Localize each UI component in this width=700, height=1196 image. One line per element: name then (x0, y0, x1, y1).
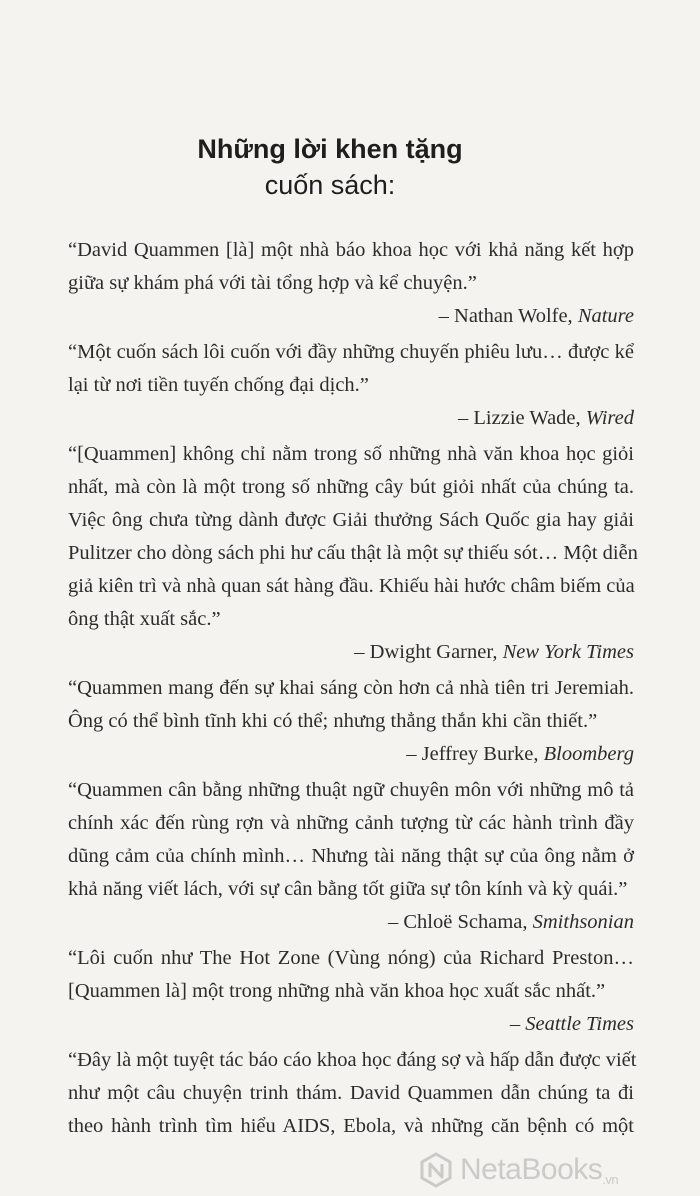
praise-quote (68, 1044, 637, 1143)
quote-line: “[Quammen] không chỉ nằm trong số những nhà văn khoa học giỏi (68, 443, 634, 465)
praise-list (68, 234, 638, 1143)
quote-line: giữa sự khám phá với tài tổng hợp và kể chuyện.” (68, 272, 477, 294)
quote-line: khả năng viết lách, với sự cân bằng tốt giữa sự tôn kính và kỳ quái.” (68, 878, 628, 900)
attribution-source: New York Times (502, 641, 634, 663)
attribution-author: – Lizzie Wade, (458, 407, 581, 429)
quote-line: Ông có thể bình tĩnh khi có thể; nhưng thẳng thắn khi cần thiết.” (68, 710, 598, 732)
page-heading (0, 132, 660, 202)
attribution-source: Wired (585, 407, 634, 429)
praise-quote (68, 774, 634, 906)
attribution-source: Bloomberg (543, 743, 634, 765)
watermark-brand-text: NetaBooks (460, 1153, 603, 1186)
quote-line: Việc ông chưa từng dành được Giải thưởng Sách Quốc gia hay giải (68, 509, 634, 531)
attribution-source: Seattle Times (525, 1013, 634, 1035)
quote-line: lại từ nơi tiền tuyến chống đại dịch.” (68, 374, 369, 396)
heading-line-1: Những lời khen tặng (197, 134, 463, 164)
quote-line: giả kiên trì và nhà quan sát hàng đầu. Khiếu hài hước châm biếm của (68, 575, 635, 597)
quote-line: “Lôi cuốn như The Hot Zone (Vùng nóng) của Richard Preston… (68, 947, 634, 969)
quote-attribution (68, 1008, 634, 1041)
praise-quote (68, 942, 634, 1008)
quote-line: như một câu chuyện trinh thám. David Quammen dẫn chúng ta đi (68, 1082, 634, 1104)
praise-quote (68, 438, 638, 636)
praise-quote (68, 336, 634, 402)
quote-line: nhất, mà còn là một trong số những cây bút giỏi nhất của chúng ta. (68, 476, 634, 498)
attribution-author: – (509, 1013, 521, 1035)
quote-line: “David Quammen [là] một nhà báo khoa học với khả năng kết hợp (68, 239, 634, 261)
quote-attribution (68, 636, 634, 669)
praise-quote (68, 672, 634, 738)
attribution-author: – Nathan Wolfe, (438, 305, 573, 327)
attribution-source: Nature (577, 305, 634, 327)
quote-line: “Đây là một tuyệt tác báo cáo khoa học đáng sợ và hấp dẫn được viết (68, 1049, 637, 1071)
quote-line: “Quammen cân bằng những thuật ngữ chuyên môn với những mô tả (68, 779, 634, 801)
quote-line: [Quammen là] một trong những nhà văn khoa học xuất sắc nhất.” (68, 980, 606, 1002)
attribution-author: – Jeffrey Burke, (406, 743, 539, 765)
attribution-author: – Dwight Garner, (354, 641, 498, 663)
quote-line: “Một cuốn sách lôi cuốn với đầy những chuyến phiêu lưu… được kể (68, 341, 634, 363)
quote-line: theo hành trình tìm hiểu AIDS, Ebola, và những căn bệnh có một (68, 1115, 634, 1137)
quote-line: ông thật xuất sắc.” (68, 608, 221, 630)
praise-quote (68, 234, 634, 300)
quote-line: chính xác đến rùng rợn và những cảnh tượng từ các hành trình đầy (68, 812, 634, 834)
netabooks-logo-icon (418, 1152, 454, 1188)
quote-attribution (68, 738, 634, 771)
attribution-source: Smithsonian (532, 911, 634, 933)
attribution-author: – Chloë Schama, (388, 911, 528, 933)
quote-line: dũng cảm của chính mình… Nhưng tài năng thật sự của ông nằm ở (68, 845, 634, 867)
heading-line-2: cuốn sách: (264, 170, 396, 200)
quote-attribution (68, 906, 634, 939)
quote-line: “Quammen mang đến sự khai sáng còn hơn cả nhà tiên tri Jeremiah. (68, 677, 634, 699)
watermark-brand (460, 1153, 618, 1187)
watermark-suffix: .vn (602, 1172, 619, 1187)
quote-attribution (68, 300, 634, 333)
quote-line: Pulitzer cho dòng sách phi hư cấu thật là một sự thiếu sót… Một diễn (68, 542, 638, 564)
quote-attribution (68, 402, 634, 435)
netabooks-watermark (418, 1150, 618, 1190)
